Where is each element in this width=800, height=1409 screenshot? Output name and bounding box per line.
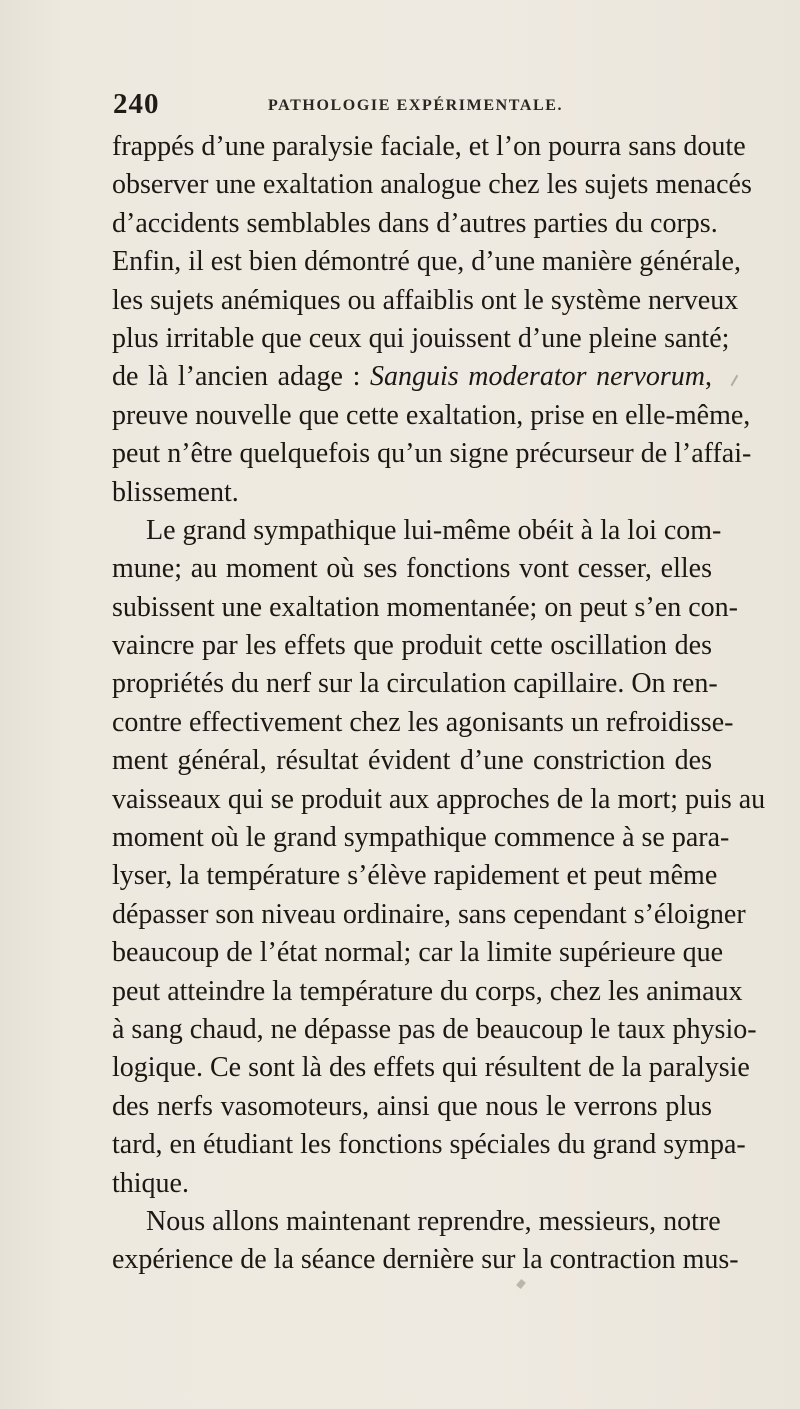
text-line: à sang chaud, ne dépasse pas de beaucoup le taux physio- <box>112 1013 757 1045</box>
text-line: frappés d’une paralysie faciale, et l’on pourra sans doute <box>112 131 746 162</box>
text-line: expérience de la séance dernière sur la contraction mus- <box>112 1244 739 1276</box>
text-line: des nerfs vasomoteurs, ainsi que nous le verrons plus <box>112 1090 712 1122</box>
text-line: mune; au moment où ses fonctions vont cesser, elles <box>112 553 712 585</box>
page-header <box>113 88 713 128</box>
text-line: peut n’être quelquefois qu’un signe précurseur de l’affai- <box>112 438 752 470</box>
text-line: lyser, la température s’élève rapidement et peut même <box>112 860 718 892</box>
text-line: Le grand sympathique lui-même obéit à la loi com- <box>146 514 722 546</box>
text-line: d’accidents semblables dans d’autres parties du corps. <box>112 207 718 239</box>
text-line: observer une exaltation analogue chez les sujets menacés <box>112 169 752 201</box>
paragraph <box>112 128 752 512</box>
margin-mark <box>731 375 744 389</box>
text-line: contre effectivement chez les agonisants un refroidisse- <box>112 706 734 738</box>
running-head: PATHOLOGIE EXPÉRIMENTALE. <box>268 97 564 114</box>
stray-mark <box>516 1279 526 1289</box>
text-line: plus irritable que ceux qui jouissent d’une pleine santé; <box>112 322 730 354</box>
text-line: blissement. <box>112 476 239 508</box>
paragraph <box>112 512 766 1203</box>
text-line: Enfin, il est bien démontré que, d’une manière générale, <box>112 246 741 278</box>
text-line: ment général, résultat évident d’une constriction des <box>112 745 712 777</box>
text-line: Nous allons maintenant reprendre, messieurs, notre <box>146 1205 721 1237</box>
text-line: logique. Ce sont là des effets qui résultent de la paralysie <box>112 1052 750 1084</box>
text-line: peut atteindre la température du corps, chez les animaux <box>112 975 743 1007</box>
text-line <box>112 358 712 396</box>
text-line: vaincre par les effets que produit cette oscillation des <box>112 630 712 662</box>
paragraph <box>112 1203 739 1280</box>
text-line: preuve nouvelle que cette exaltation, prise en elle-même, <box>112 399 751 431</box>
text-line: thique. <box>112 1167 189 1199</box>
text-line: subissent une exaltation momentanée; on peut s’en con- <box>112 591 738 623</box>
text-segment: de là l’ancien adage : <box>112 361 370 393</box>
text-segment: , <box>705 361 712 393</box>
text-line: les sujets anémiques ou affaiblis ont le système nerveux <box>112 284 739 316</box>
page-number: 240 <box>113 88 160 120</box>
text-line: propriétés du nerf sur la circulation capillaire. On ren- <box>112 668 718 700</box>
text-line: dépasser son niveau ordinaire, sans cependant s’éloigner <box>112 898 746 930</box>
body-text <box>112 128 766 1280</box>
text-line: vaisseaux qui se produit aux approches de la mort; puis au <box>112 783 766 815</box>
text-line: moment où le grand sympathique commence à se para- <box>112 822 730 854</box>
text-line: tard, en étudiant les fonctions spéciales du grand sympa- <box>112 1129 746 1161</box>
text-line: beaucoup de l’état normal; car la limite supérieure que <box>112 937 724 969</box>
latin-adage: Sanguis moderator nervorum <box>369 361 705 393</box>
